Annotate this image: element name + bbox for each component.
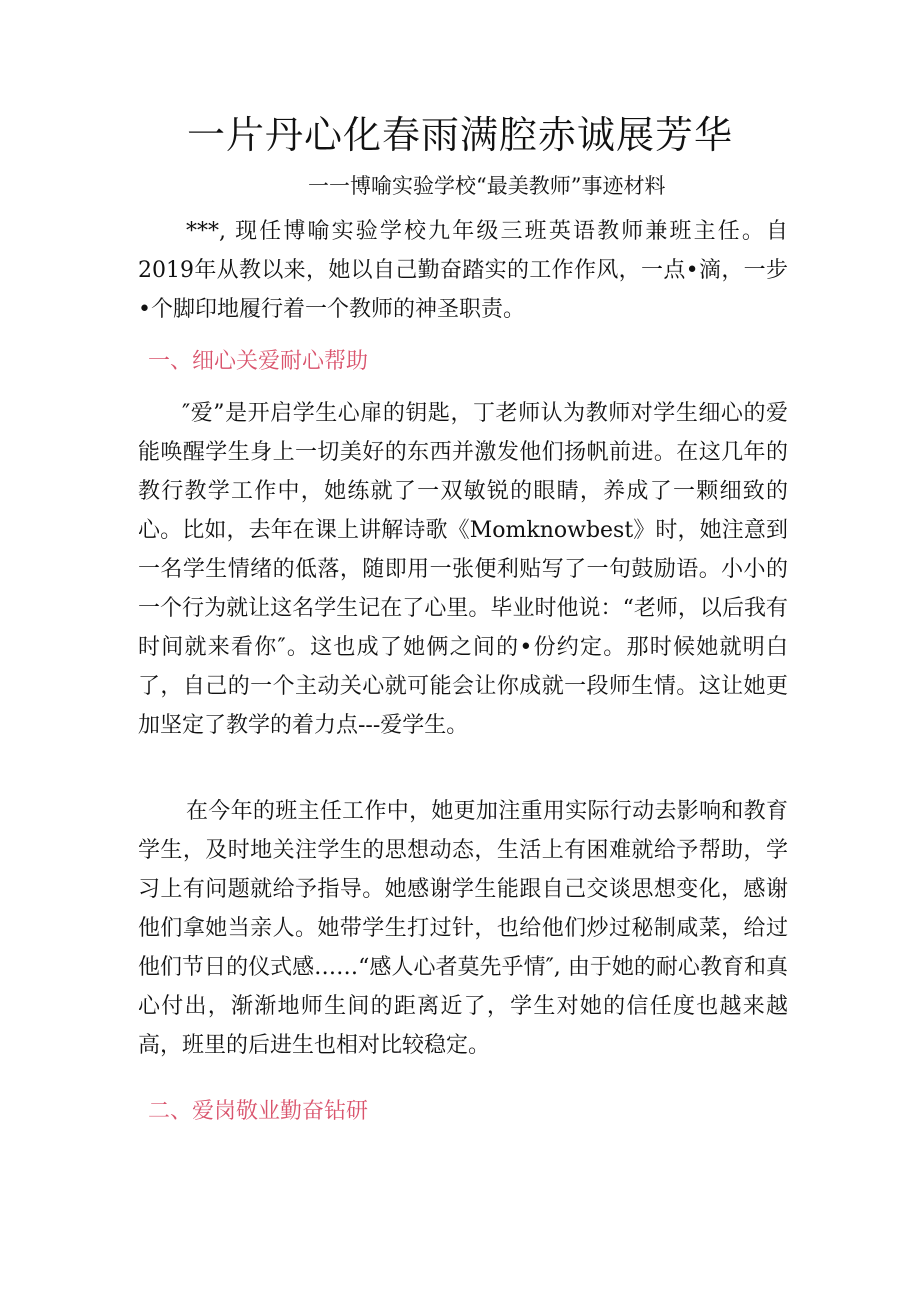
section1-paragraph-2: 在今年的班主任工作中，她更加注重用实际行动去影响和教育学生，及时地关注学生的思想动态，生活上有困难就给予帮助，学习上有问题就给予指导。她感谢学生能跟自己交谈思想变化，感谢他们拿她当亲人。她带学生打过针，也给他们炒过秘制咸菜，给过他们节日的仪式感……“感人心者莫先乎情″, 由于她的耐心教育和真心付出，渐渐地师生间的距离近了，学生对她的信任度也越来越高，班里的后进生也相对比较稳定。 [138,799,789,1058]
section1-paragraph-1: ″爱”是开启学生心扉的钥匙，丁老师认为教师对学生细心的爱能唤醒学生身上一切美好的东西并激发他们扬帆前进。在这几年的教行教学工作中，她练就了一双敏锐的眼睛，养成了一颗细致的心。比如，去年在课上讲解诗歌《Momknowbest》时，她注意到一名学生情绪的低落，随即用一张便利贴写了一句鼓励语。小小的一个行为就让这名学生记在了心里。毕业时他说：“老师，以后我有时间就来看你″。这也成了她俩之间的•份约定。那时候她就明白了，自己的一个主动关心就可能会让你成就一段师生情。这让她更加坚定了教学的着力点---爱学生。 [138,401,788,738]
document-subtitle: 一一博喻实验学校“最美教师”事迹材料 [308,174,666,198]
section-heading-1: 一、细心关爱耐心帮助 [148,349,369,374]
document-title: 一片丹心化春雨满腔赤诚展芳华 [186,113,733,157]
intro-paragraph: ***, 现任博喻实验学校九年级三班英语教师兼班主任。自2019年从教以来，她以自己勤奋踏实的工作作风，一点•滴，一步•个脚印地履行着一个教师的神圣职责。 [138,219,788,322]
section-heading-2: 二、爱岗敬业勤奋钻研 [148,1099,369,1124]
